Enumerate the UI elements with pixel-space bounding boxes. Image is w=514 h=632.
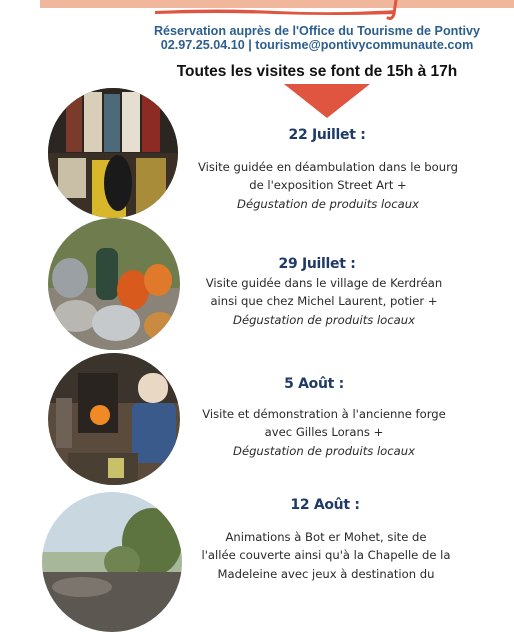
- booking-contact-line: 02.97.25.04.10 | tourisme@pontivycommunaute.com: [160, 37, 474, 52]
- visit-3-date: 5 Août :: [284, 376, 344, 392]
- visit-1-date: 22 Juillet :: [288, 127, 366, 143]
- visit-3-description: [174, 405, 474, 460]
- visit-4-line-1: Animations à Bot er Mohet, site de: [225, 530, 427, 544]
- visit-3-tasting: Dégustation de produits locaux: [233, 443, 415, 458]
- arrow-down-icon: [284, 84, 370, 118]
- visit-2-tasting: Dégustation de produits locaux: [233, 312, 415, 327]
- booking-info: [140, 25, 494, 52]
- red-brush-hook: [386, 0, 402, 22]
- booking-office-line: Réservation auprès de l'Office du Tourisme de Pontivy: [153, 24, 481, 38]
- visit-2-description: [174, 274, 474, 329]
- visit-4-date: 12 Août :: [290, 497, 360, 513]
- visit-hours-headline: Toutes les visites se font de 15h à 17h: [176, 63, 458, 80]
- photo-old-forge: [48, 353, 180, 485]
- visit-2-date: 29 Juillet :: [278, 256, 356, 272]
- red-brush-stroke: [155, 8, 395, 16]
- visit-1-tasting: Dégustation de produits locaux: [237, 196, 419, 211]
- visit-2-line-2: ainsi que chez Michel Laurent, potier +: [210, 294, 438, 309]
- top-decorative-band: [40, 0, 514, 8]
- visit-4-line-3: Madeleine avec jeux à destination du: [217, 566, 435, 581]
- visit-3-line-1: Visite et démonstration à l'ancienne forge: [202, 407, 446, 421]
- photo-bot-er-mohet: [42, 492, 182, 632]
- photo-traditional-costumes: [48, 88, 178, 218]
- visit-1-line-2: de l'exposition Street Art +: [249, 178, 407, 193]
- visit-1-line-1: Visite guidée en déambulation dans le bourg: [197, 160, 459, 174]
- photo-pottery: [48, 218, 180, 350]
- visit-4-line-2: l'allée couverte ainsi qu'à la Chapelle de la: [201, 548, 451, 563]
- visit-1-description: [178, 158, 478, 213]
- visit-3-line-2: avec Gilles Lorans +: [264, 425, 384, 440]
- visit-2-line-1: Visite guidée dans le village de Kerdréan: [205, 276, 443, 290]
- visit-4-description: [176, 528, 476, 583]
